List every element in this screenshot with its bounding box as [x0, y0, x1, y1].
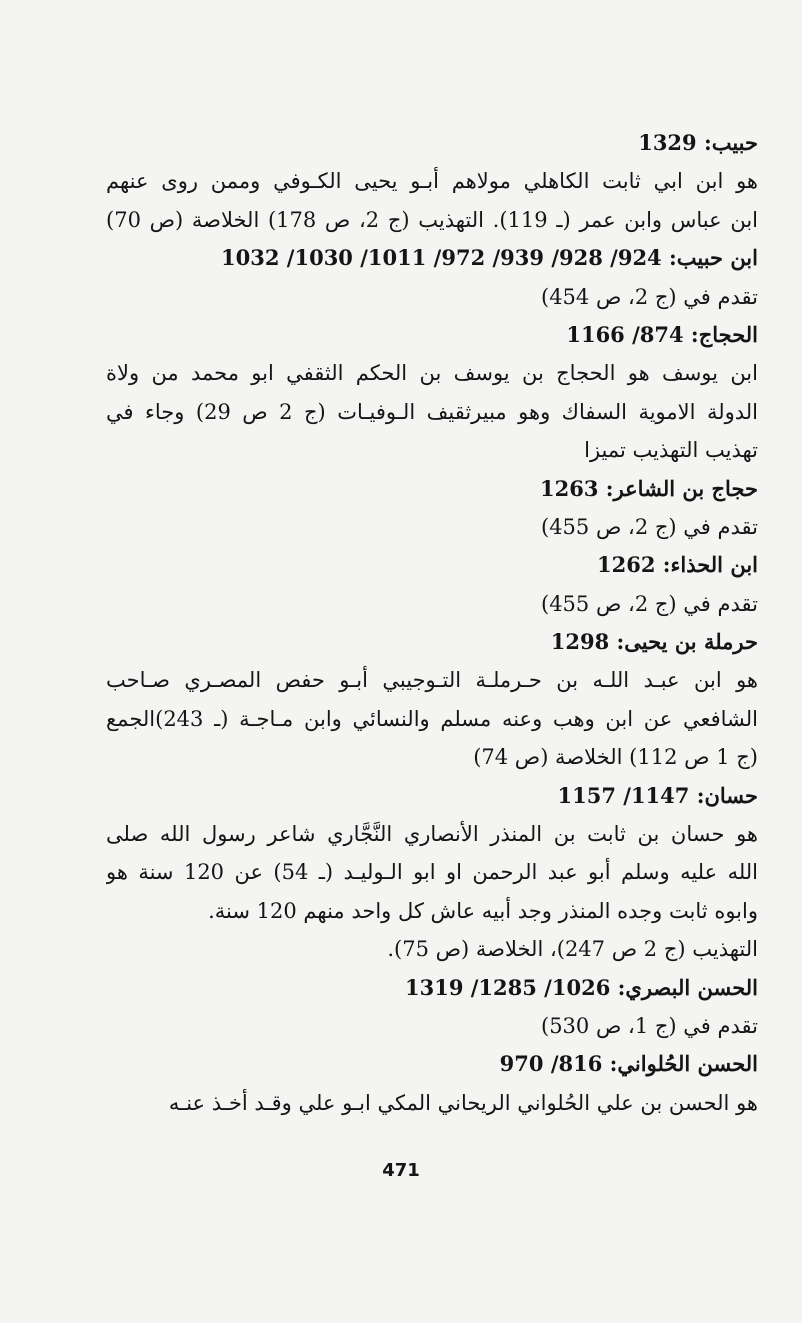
entry-heading: حبيب: 1329 [638, 130, 758, 155]
entry-heading: حرملة بن يحيى: 1298 [550, 629, 758, 655]
text-line: تهذيب التهذيب تميزا [584, 438, 758, 463]
text-line: تقدم في (ج 2، ص 455) [540, 591, 758, 616]
text-line: ابن عباس وابن عمر (ـ 119). التهذيب (ج 2، ص 178) الخلاصة (ص 70) [106, 207, 758, 232]
text-line: الله عليه وسلم أبو عبد الرحمن او ابو الـوليـد (ـ 54) عن 120 سنة هو [106, 860, 758, 885]
text-line: وابوه ثابت وجده المنذر وجد أبيه عاش كل واحد منهم 120 سنة. [208, 898, 758, 923]
text-line: الشافعي عن ابن وهب وعنه مسلم والنسائي وابن مـاجـة (ـ 243)الجمع [106, 706, 758, 731]
page-number: 471 [382, 1160, 420, 1181]
entry-heading: حسان: 1147/ 1157 [557, 782, 758, 808]
text-line: هو حسان بن ثابت بن المنذر الأنصاري النَّجَّاري شاعر رسول الله صلى [106, 822, 758, 847]
text-line: تقدم في (ج 2، ص 454) [540, 284, 758, 309]
entry-heading: الحجاج: 874/ 1166 [566, 321, 758, 347]
text-line: التهذيب (ج 2 ص 247)، الخلاصة (ص 75). [387, 937, 758, 962]
entry-heading: ابن حبيب: 924/ 928/ 939/ 972/ 1011/ 1030/ 1032 [221, 245, 758, 271]
text-line: هو ابن عبـد اللـه بن حـرملـة التـوجيبي أبـو حفص المصـري صـاحب [106, 668, 758, 693]
entry-heading: الحسن البصري: 1026/ 1285/ 1319 [404, 974, 758, 1000]
text-line: هو ابن ابي ثابت الكاهلي مولاهم أبـو يحيى الكـوفي وممن روى عنهم [106, 169, 758, 194]
text-line: تقدم في (ج 1، ص 530) [540, 1013, 758, 1038]
entry-heading: الحسن الحُلواني: 816/ 970 [499, 1051, 758, 1077]
page-body [106, 124, 758, 1122]
text-line: (ج 1 ص 112) الخلاصة (ص 74) [473, 745, 758, 770]
text-line: الدولة الاموية السفاك وهو مبيرثقيف الـوفيـات (ج 2 ص 29) وجاء في [106, 399, 758, 424]
text-line: تقدم في (ج 2، ص 455) [540, 514, 758, 539]
entry-heading: حجاج بن الشاعر: 1263 [540, 475, 758, 501]
text-line: ابن يوسف هو الحجاج بن يوسف بن الحكم الثقفي ابو محمد من ولاة [106, 361, 758, 386]
entry-heading: ابن الحذاء: 1262 [596, 552, 758, 578]
text-line: هو الحسن بن علي الحُلواني الريحاني المكي ابـو علي وقـد أخـذ عنـه [168, 1090, 758, 1115]
